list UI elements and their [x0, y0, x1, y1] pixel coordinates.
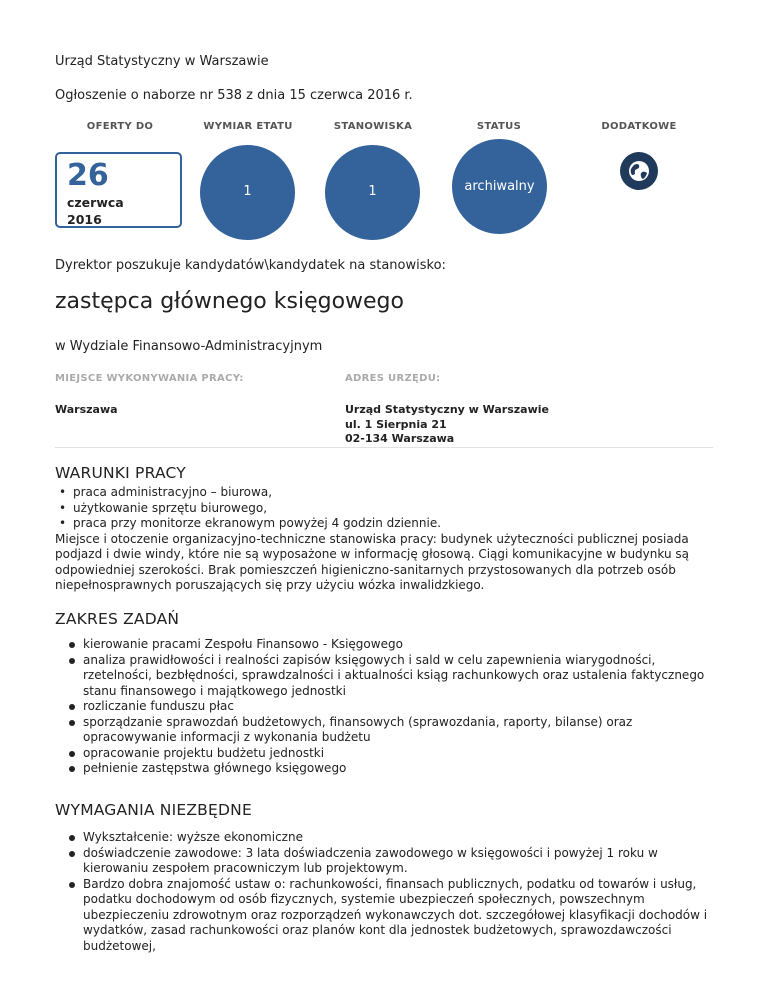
- deadline-year: 2016: [67, 212, 102, 227]
- col-head-positions: STANOWISKA: [333, 121, 413, 132]
- positions-value: 1: [368, 184, 377, 199]
- department: w Wydziale Finansowo-Administracyjnym: [55, 339, 323, 354]
- list-item: Bardzo dobra znajomość ustaw o: rachunkowości, finansach publicznych, podatku od towarów i usług, podatku dochodowym od osób fizycznych, systemie ubezpieczeń społecznych, powszechnym ubezpieczeniu zdrowotnym oraz rozporządzeń wykonawczych dot. szczegółowej klasyfikacji dochodów i wydatków, zasad rachunkowości oraz planów kont dla jednostek budżetowych, sprawozdawczości budżetowej,: [83, 877, 715, 955]
- status-value: archiwalny: [464, 179, 535, 194]
- divider: [55, 447, 713, 448]
- list-item: rozliczanie funduszu płac: [83, 699, 715, 715]
- status-circle: [452, 139, 547, 234]
- job-title: zastępca głównego księgowego: [55, 289, 404, 314]
- col-head-status: STATUS: [476, 121, 522, 132]
- col-head-deadline: OFERTY DO: [86, 121, 154, 132]
- address-label: ADRES URZĘDU:: [345, 373, 441, 384]
- list-item: analiza prawidłowości i realności zapisów księgowych i sald w celu zapewnienia wiarygodności, rzetelności, bezbłędności, sprawdzalności i aktualności ksiąg rachunkowych oraz ustalenia faktycznego stanu finansowego i majątkowego jednostki: [83, 653, 715, 700]
- requirements-title: WYMAGANIA NIEZBĘDNE: [55, 801, 252, 819]
- announcement-line: Ogłoszenie o naborze nr 538 z dnia 15 czerwca 2016 r.: [55, 88, 413, 103]
- col-head-fte: WYMIAR ETATU: [203, 121, 293, 132]
- fte-circle: [200, 145, 295, 240]
- lead-text: Dyrektor poszukuje kandydatów\kandydatek na stanowisko:: [55, 258, 446, 273]
- requirements-body: [55, 830, 715, 954]
- conditions-title: WARUNKI PRACY: [55, 464, 186, 482]
- list-item: Wykształcenie: wyższe ekonomiczne: [83, 830, 715, 846]
- list-item: kierowanie pracami Zespołu Finansowo - Księgowego: [83, 637, 715, 653]
- conditions-paragraph: Miejsce i otoczenie organizacyjno-techniczne stanowiska pracy: budynek użyteczności publicznej posiada podjazd i dwie windy, które nie są wyposażone w informację głosową. Ciągi komunikacyjne w budynku są odpowiedniej szerokości. Brak pomieszczeń higieniczno-sanitarnych przystosowanych dla potrzeb osób niepełnosprawnych poruszających się przy użyciu wózka inwalidzkiego.: [55, 531, 689, 592]
- address-line: ul. 1 Sierpnia 21: [345, 417, 447, 431]
- list-item: opracowanie projektu budżetu jednostki: [83, 746, 715, 762]
- address-line: Urząd Statystyczny w Warszawie: [345, 403, 549, 416]
- duties-body: [55, 637, 715, 777]
- address-line: 02-134 Warszawa: [345, 432, 455, 445]
- list-item: doświadczenie zawodowe: 3 lata doświadczenia zawodowego w księgowości i powyżej 1 roku w kierowaniu zespołem pracowniczym lub projektowym.: [83, 846, 715, 877]
- fte-value: 1: [243, 184, 252, 199]
- globe-icon[interactable]: [620, 152, 658, 190]
- office-address: [345, 403, 549, 447]
- office-name: Urząd Statystyczny w Warszawie: [55, 54, 269, 69]
- list-item: sporządzanie sprawozdań budżetowych, finansowych (sprawozdania, raporty, bilanse) oraz opracowywanie informacji z wykonania budżetu: [83, 715, 715, 746]
- deadline-month: czerwca: [67, 195, 124, 210]
- workplace-label: MIEJSCE WYKONYWANIA PRACY:: [55, 373, 244, 384]
- list-item: pełnienie zastępstwa głównego księgowego: [83, 761, 715, 777]
- list-item: • praca przy monitorze ekranowym powyżej 4 godzin dziennie.: [55, 516, 715, 532]
- conditions-body: [55, 485, 715, 594]
- deadline-date-box: [55, 152, 182, 228]
- duties-title: ZAKRES ZADAŃ: [55, 610, 180, 628]
- deadline-day: 26: [67, 158, 109, 193]
- list-item: • praca administracyjno – biurowa,: [55, 485, 715, 501]
- col-head-extra: DODATKOWE: [601, 121, 677, 132]
- workplace-value: Warszawa: [55, 403, 118, 416]
- positions-circle: [325, 145, 420, 240]
- list-item: • użytkowanie sprzętu biurowego,: [55, 501, 715, 517]
